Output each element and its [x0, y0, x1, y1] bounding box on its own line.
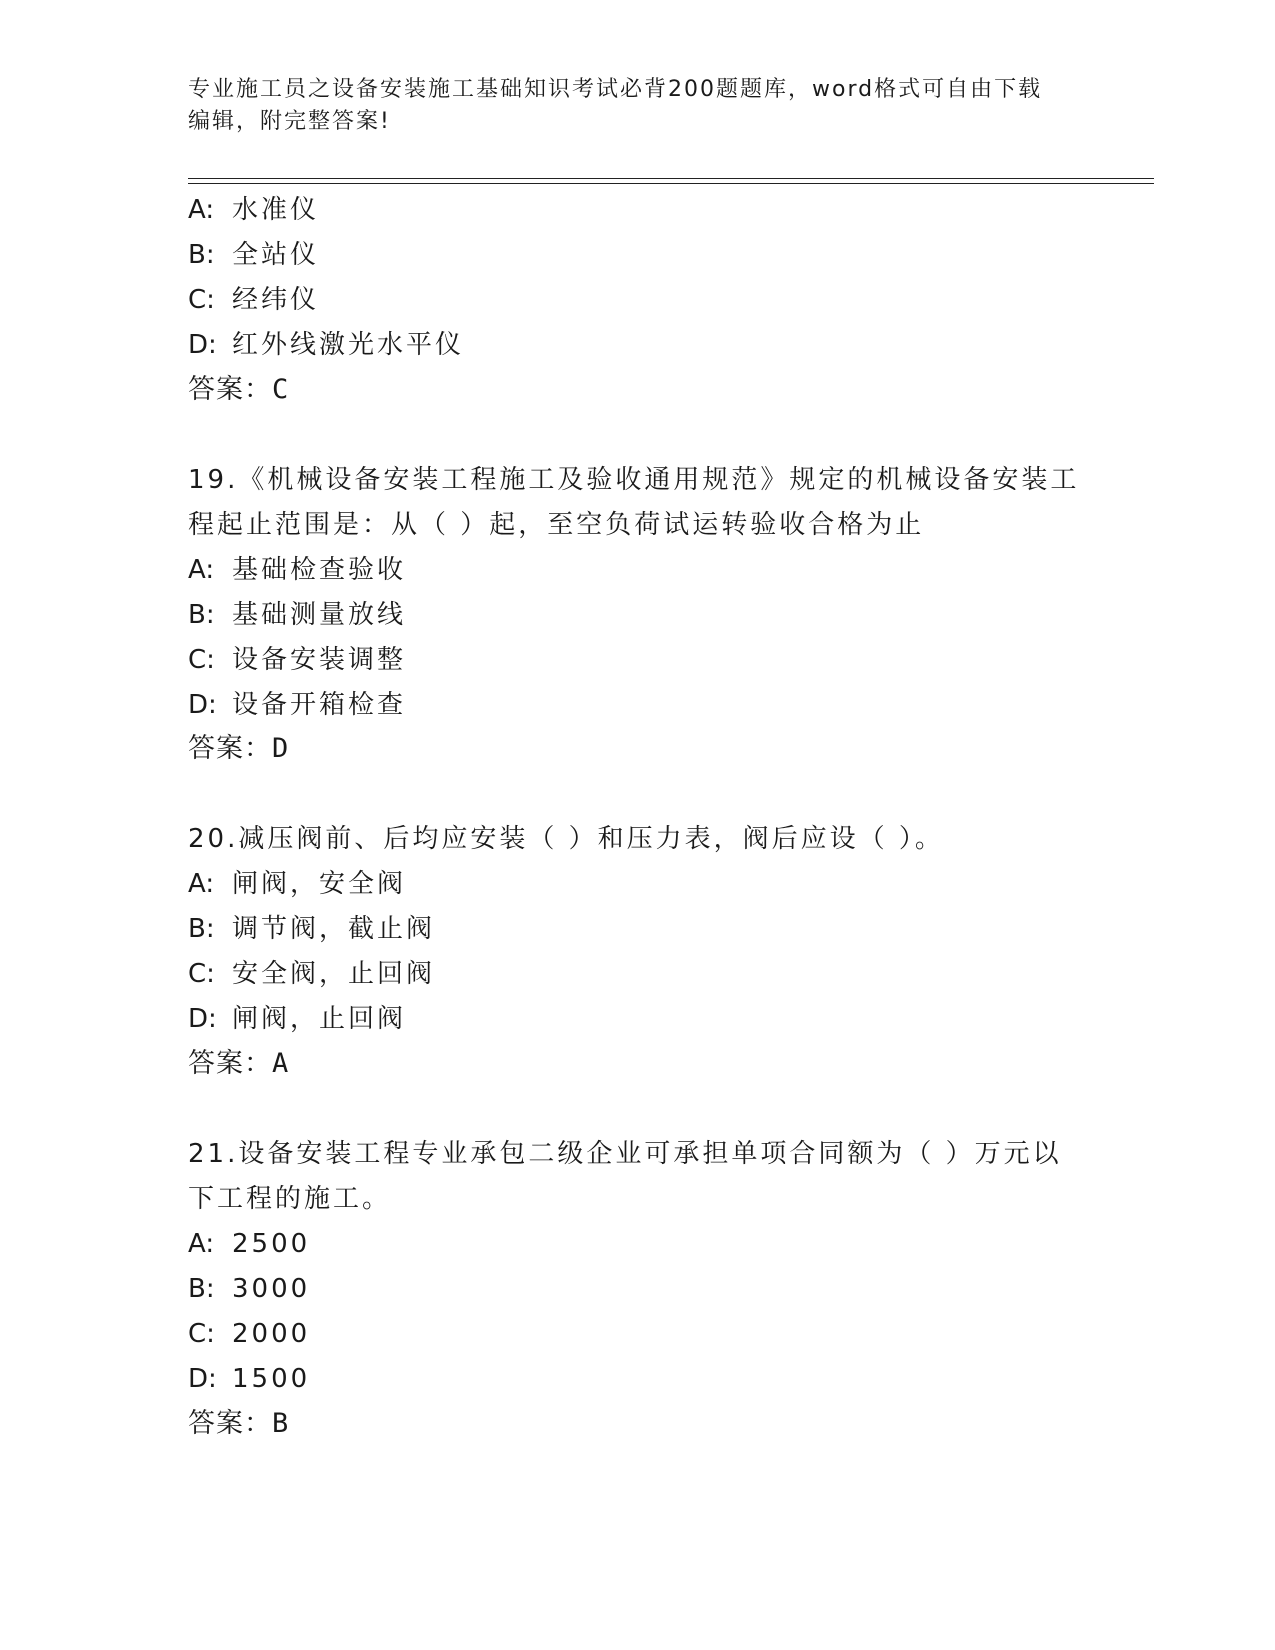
q18-option-b: B: 全站仪	[188, 240, 320, 270]
q20-stem-line1: 20.减压阀前、后均应安装（ ）和压力表，阀后应设（ ）。	[188, 824, 944, 854]
q20-option-b: B: 调节阀，截止阀	[188, 914, 436, 944]
q19-option-d: D: 设备开箱检查	[188, 690, 407, 720]
q21-option-a: A: 2500	[188, 1229, 311, 1259]
header-divider-top	[188, 178, 1154, 179]
q20-option-a: A: 闸阀，安全阀	[188, 869, 407, 899]
q18-answer: 答案：C	[188, 374, 290, 405]
q18-option-c: C: 经纬仪	[188, 285, 320, 315]
header-title-line2: 编辑，附完整答案!	[188, 109, 391, 134]
q18-option-a: A: 水准仪	[188, 195, 320, 225]
q19-option-c: C: 设备安装调整	[188, 645, 407, 675]
q20-option-c: C: 安全阀，止回阀	[188, 959, 436, 989]
q19-answer: 答案：D	[188, 733, 290, 764]
q19-option-a: A: 基础检查验收	[188, 555, 407, 585]
q21-option-c: C: 2000	[188, 1319, 311, 1349]
header-title-line1: 专业施工员之设备安装施工基础知识考试必背200题题库，word格式可自由下载	[188, 77, 1043, 102]
header-divider-bottom	[188, 183, 1154, 184]
q21-option-b: B: 3000	[188, 1274, 311, 1304]
q21-stem-line1: 21.设备安装工程专业承包二级企业可承担单项合同额为（ ）万元以	[188, 1139, 1062, 1169]
q19-option-b: B: 基础测量放线	[188, 600, 407, 630]
q21-stem-line2: 下工程的施工。	[188, 1184, 392, 1214]
document-header	[188, 74, 1068, 138]
q19-stem-line1: 19.《机械设备安装工程施工及验收通用规范》规定的机械设备安装工	[188, 465, 1080, 495]
q21-answer: 答案：B	[188, 1408, 290, 1439]
q18-option-d: D: 红外线激光水平仪	[188, 330, 465, 360]
q20-option-d: D: 闸阀，止回阀	[188, 1004, 407, 1034]
q21-option-d: D: 1500	[188, 1364, 311, 1394]
q19-stem-line2: 程起止范围是：从（ ）起，至空负荷试运转验收合格为止	[188, 510, 925, 540]
q20-answer: 答案：A	[188, 1048, 290, 1079]
